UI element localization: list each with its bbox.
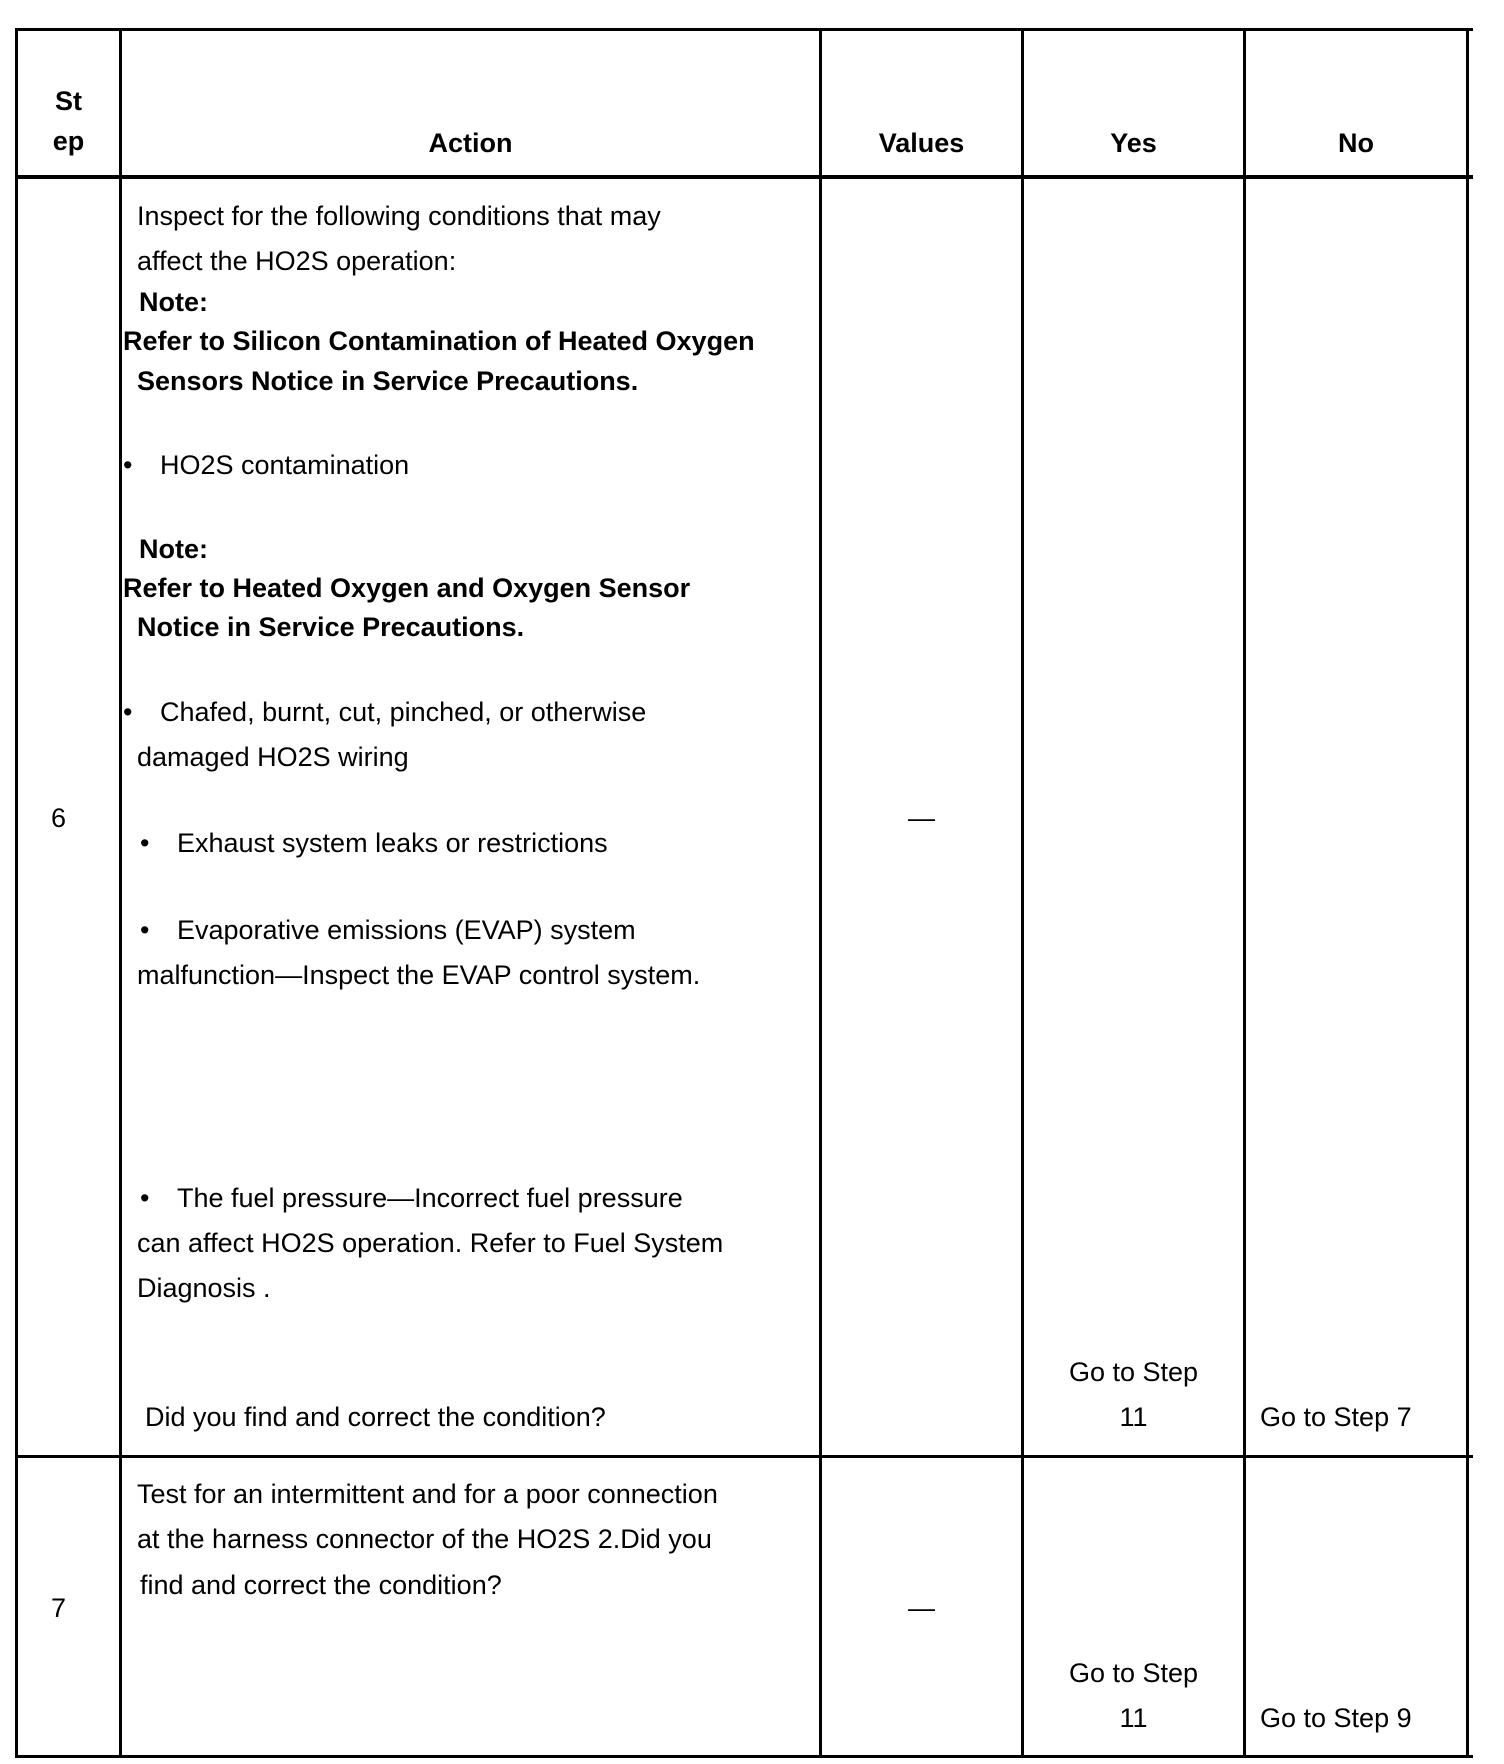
row-6-note1-line1: Refer to Silicon Contamination of Heated Oxygen [123,326,755,356]
column-divider-step [119,28,122,1758]
row-6-item2-bullet: • [123,697,133,727]
row-divider [15,1455,1473,1458]
row-7-step: 7 [51,1593,67,1623]
row-6-item2-line2: damaged HO2S wiring [137,742,409,772]
row-6-item3: Exhaust system leaks or restrictions [177,828,608,858]
header-yes: Yes [1110,128,1157,158]
row-6-item5-bullet: • [140,1183,150,1213]
row-6-intro-line1: Inspect for the following conditions that may [137,201,661,231]
column-divider-yes [1243,28,1246,1758]
table-border-left [15,28,18,1758]
row-6-item3-bullet: • [140,828,150,858]
table-border-top [15,28,1473,31]
row-6-step: 6 [51,803,67,833]
header-step [18,81,119,161]
row-6-note2-line1: Refer to Heated Oxygen and Oxygen Sensor [123,573,691,603]
table-border-bottom [15,1755,1473,1758]
header-action: Action [428,128,513,158]
row-7-action-line3: find and correct the condition? [140,1570,502,1600]
row-7-action-line2: at the harness connector of the HO2S 2.Did you [137,1524,712,1554]
row-7-no: Go to Step 9 [1260,1703,1412,1733]
header-no: No [1338,128,1374,158]
table-border-right [1466,28,1469,1758]
header-values: Values [878,128,965,158]
row-6-note1-label: Note: [139,287,208,317]
row-6-no: Go to Step 7 [1260,1402,1412,1432]
header-divider [15,175,1473,179]
row-6-item2-line1: Chafed, burnt, cut, pinched, or otherwise [160,697,647,727]
row-7-values: — [908,1593,935,1623]
row-6-item4-line1: Evaporative emissions (EVAP) system [177,915,636,945]
row-7-action-line1: Test for an intermittent and for a poor connection [137,1479,718,1509]
column-divider-action [819,28,822,1758]
header-step-line1: St [55,86,82,116]
row-6-item5-line2: can affect HO2S operation. Refer to Fuel System [137,1228,724,1258]
row-6-item5-line1: The fuel pressure—Incorrect fuel pressure [177,1183,683,1213]
row-6-item4-line2: malfunction—Inspect the EVAP control system. [137,960,701,990]
row-6-yes-line1: Go to Step [1068,1357,1199,1387]
row-6-item5-line3: Diagnosis . [137,1273,271,1303]
header-step-line2: ep [52,126,85,156]
row-6-item1-bullet: • [123,450,133,480]
column-divider-values [1021,28,1024,1758]
row-6-note1-line2: Sensors Notice in Service Precautions. [137,366,639,396]
row-6-intro-line2: affect the HO2S operation: [137,246,457,276]
row-6-note2-label: Note: [139,534,208,564]
row-7-yes-line1: Go to Step [1068,1658,1199,1688]
row-6-item4-bullet: • [140,915,150,945]
row-6-yes-line2: 11 [1119,1402,1148,1432]
row-6-item1: HO2S contamination [160,450,410,480]
row-6-values: — [908,803,935,833]
row-6-note2-line2: Notice in Service Precautions. [137,612,525,642]
row-6-question: Did you find and correct the condition? [145,1402,606,1432]
row-7-yes-line2: 11 [1119,1703,1148,1733]
